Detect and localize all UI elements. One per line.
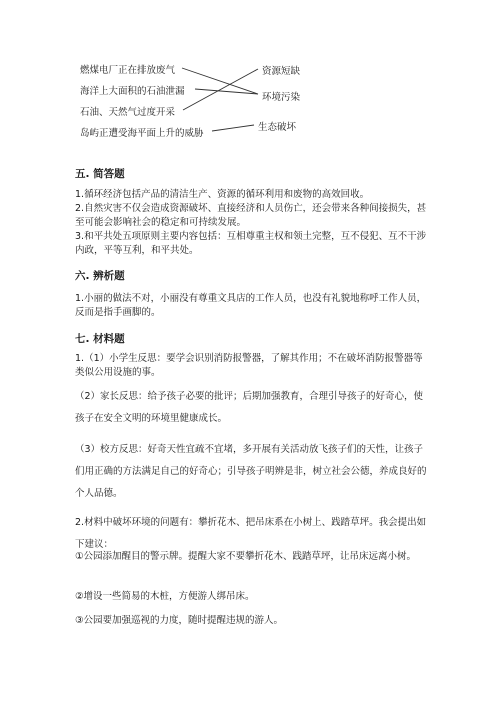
match-left-1: 燃煤电厂正在排放废气: [80, 65, 176, 76]
section-6-item-1: 1.小丽的做法不对，小丽没有尊重文具店的工作人员，也没有礼貌地称呼工作人员，反而是指手画脚的。: [75, 293, 427, 318]
match-lines: [0, 0, 500, 150]
section-7-suggestion-2: ②增设一些简易的木桩，方便游人绑吊床。: [75, 591, 255, 602]
section-5-item-2: 2.自然灾害不仅会造成资源破坏、直接经济和人员伤亡，还会带来各种间接损失，甚至可能会影响社会的稳定和可持续发展。: [75, 203, 427, 228]
section-7-item-3: （3）校方反思：好奇天性宜疏不宜堵，多开展有关活动放飞孩子们的天性，让孩子们用正确的方法满足自己的好奇心；引导孩子明辨是非，树立社会公德，养成良好的个人品德。: [75, 444, 427, 499]
section-5-item-1: 1.循环经济包括产品的清洁生产、资源的循环利用和废物的高效回收。: [75, 189, 370, 200]
section-6-title: 六. 辨析题: [75, 270, 125, 282]
section-7-item-2: （2）家长反思：给予孩子必要的批评；后期加强教育，合理引导孩子的好奇心，使孩子在安全文明的环境里健康成长。: [75, 391, 424, 424]
section-5-title: 五. 简答题: [75, 168, 125, 180]
section-7-item-1: 1.（1）小学生反思：要学会识别消防报警器，了解其作用；不在破坏消防报警器等类似公用设施的事。: [75, 353, 423, 378]
matching-diagram: [0, 0, 500, 150]
section-7-item-4: 2.材料中破坏环境的问题有：攀折花木、把吊床系在小树上、践踏草坪。我会提出如下建议：: [75, 517, 427, 550]
section-7-title: 七. 材料题: [75, 333, 125, 345]
match-line-3: [183, 69, 258, 110]
match-line-4: [212, 125, 254, 131]
match-left-3: 石油、天然气过度开采: [80, 107, 176, 118]
section-7-suggestion-3: ③公园要加强巡视的力度，随时提醒违规的游人。: [75, 615, 284, 626]
match-left-4: 岛屿正遭受海平面上升的威胁: [80, 128, 204, 139]
match-right-1: 资源短缺: [262, 66, 301, 77]
match-right-3: 生态破坏: [258, 122, 297, 133]
section-7-suggestion-1: ①公园添加醒目的警示牌。提醒大家不要攀折花木、践踏草坪，让吊床远离小树。: [75, 551, 417, 562]
section-5-item-3: 3.和平共处五项原则主要内容包括：互相尊重主权和领土完整，互不侵犯、互不干涉内政，平等互利，和平共处。: [75, 231, 427, 256]
match-line-2: [195, 89, 258, 94]
match-right-2: 环境污染: [262, 92, 301, 103]
match-left-2: 海洋上大面积的石油泄漏: [80, 86, 185, 97]
